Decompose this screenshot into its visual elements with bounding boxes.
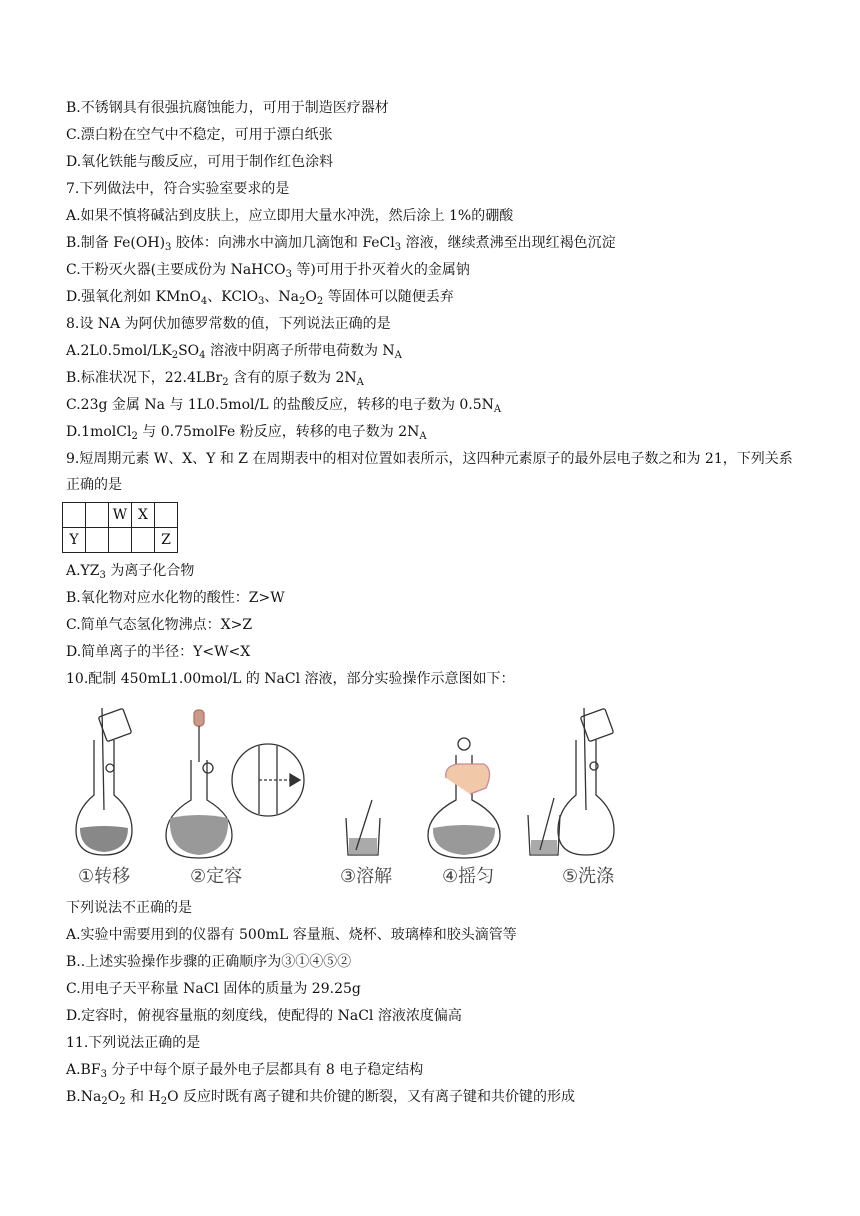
question-11: 11.下列说法正确的是 xyxy=(66,1035,201,1051)
caption-dissolve: ③溶解 xyxy=(340,866,393,887)
option-11b: $B.Na_2O_2$ 和 $H_2O$ 反应时既有离子键和共价键的断裂，又有离子键和共价键的形成 xyxy=(66,1089,575,1107)
option-8b: B.标准状况下，22.4LBr$_2$ 含有的原子数为 $2N_A$ xyxy=(66,370,364,388)
question-8: 8.设 NA 为阿伏加德罗常数的值，下列说法正确的是 xyxy=(66,316,391,332)
flask-wash-illustration xyxy=(528,708,614,855)
flask-shake-illustration xyxy=(428,738,500,858)
caption-shake: ④摇匀 xyxy=(442,866,495,887)
caption-constant-volume: ②定容 xyxy=(190,866,243,887)
option-10b: B..上述实验操作步骤的正确顺序为③①④⑤② xyxy=(66,954,352,970)
option-7b: B.制备 $Fe(OH)_3$ 胶体：向沸水中滴加几滴饱和 FeCl$_3$ 溶液，继续煮沸至出现红褐色沉淀 xyxy=(66,235,616,253)
table-cell: Z xyxy=(155,528,178,553)
option-6c: C.漂白粉在空气中不稳定，可用于漂白纸张 xyxy=(66,127,333,143)
option-9a: $A.YZ_3$ 为离子化合物 xyxy=(66,563,195,581)
question-7: 7.下列做法中，符合实验室要求的是 xyxy=(66,181,290,197)
caption-transfer: ①转移 xyxy=(78,866,131,887)
flask-dropper-illustration xyxy=(166,710,304,858)
table-cell: Y xyxy=(63,528,86,553)
question-10: 10.配制 450mL1.00mol/L 的 NaCl 溶液，部分实验操作示意图如下： xyxy=(66,671,515,687)
periodic-table-fragment xyxy=(62,502,178,553)
option-7a: A.如果不慎将碱沾到皮肤上，应立即用大量水冲洗，然后涂上 1%的硼酸 xyxy=(66,208,514,224)
table-cell: X xyxy=(132,503,155,528)
table-cell xyxy=(132,528,155,553)
option-6b: B.不锈钢具有很强抗腐蚀能力，可用于制造医疗器材 xyxy=(66,100,389,116)
option-7d: D.强氧化剂如 KMnO$_4$、KClO$_3$、$Na_2O_2$ 等固体可以随便丢弃 xyxy=(66,289,454,307)
table-cell xyxy=(109,528,132,553)
question-9: 9.短周期元素 W、X、Y 和 Z 在周期表中的相对位置如表所示，这四种元素原子的最外层电子数之和为 21，下列关系正确的是 xyxy=(66,451,793,493)
table-row xyxy=(63,503,178,528)
option-9d: D.简单离子的半径：Y<W<X xyxy=(66,644,251,660)
beaker-dissolve-illustration xyxy=(346,800,380,855)
option-9b: B.氧化物对应水化物的酸性：Z>W xyxy=(66,590,285,606)
option-10c: C.用电子天平称量 NaCl 固体的质量为 29.25g xyxy=(66,981,361,997)
option-10a: A.实验中需要用到的仪器有 500mL 容量瓶、烧杯、玻璃棒和胶头滴管等 xyxy=(66,927,517,943)
option-8a: $A.2L0.5mol/LK_2SO_4$ 溶液中阴离子所带电荷数为 $N_A$ xyxy=(66,343,402,361)
question-10-stem: 下列说法不正确的是 xyxy=(66,900,192,916)
table-cell xyxy=(155,503,178,528)
caption-wash: ⑤洗涤 xyxy=(562,866,615,887)
option-7c: C.干粉灭火器(主要成份为 NaHCO$_3$ 等)可用于扑灭着火的金属钠 xyxy=(66,262,470,280)
table-cell xyxy=(86,503,109,528)
table-cell xyxy=(86,528,109,553)
option-9c: C.简单气态氢化物沸点：X>Z xyxy=(66,617,253,633)
option-11a: $A.BF_3$ 分子中每个原子最外电子层都具有 8 电子稳定结构 xyxy=(66,1062,424,1080)
flask-transfer-illustration xyxy=(76,708,132,855)
table-row xyxy=(63,528,178,553)
table-cell: W xyxy=(109,503,132,528)
option-10d: D.定容时，俯视容量瓶的刻度线，使配得的 NaCl 溶液浓度偏高 xyxy=(66,1008,462,1024)
option-8c: C.23g 金属 Na 与 1L0.5mol/L 的盐酸反应，转移的电子数为 $0.5N_A$ xyxy=(66,397,502,415)
table-cell xyxy=(63,503,86,528)
option-6d: D.氧化铁能与酸反应，可用于制作红色涂料 xyxy=(66,154,334,170)
option-8d: D.1molCl$_2$ 与 0.75molFe 粉反应，转移的电子数为 $2N_A$ xyxy=(66,424,427,442)
